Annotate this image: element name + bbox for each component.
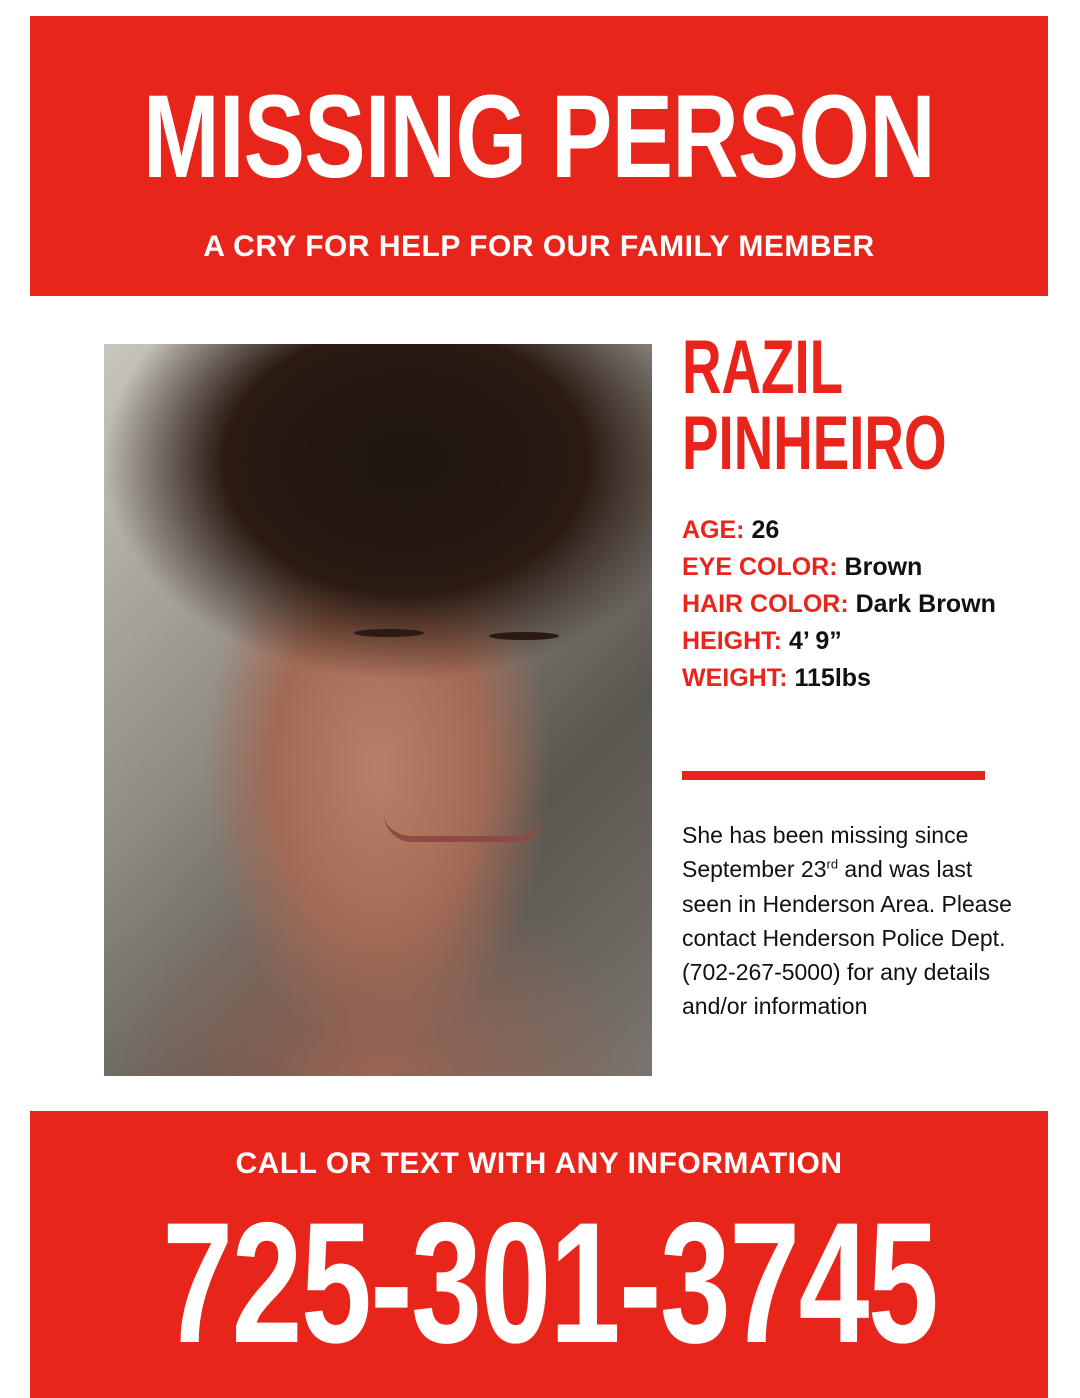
detail-label: HAIR COLOR: (682, 590, 849, 618)
detail-value: 26 (751, 516, 780, 544)
description-part2: and was last seen in Henderson Area. Please contact Henderson Police Dept. (702-267-5000) for any details and/or information (682, 856, 1012, 1020)
phone-number[interactable]: 725-301-3745 (162, 1187, 938, 1379)
person-name-line2: PINHEIRO (682, 401, 947, 486)
header-banner (30, 16, 1048, 296)
detail-label: WEIGHT: (682, 664, 788, 692)
description-part1: She has been missing since September 23 (682, 822, 969, 883)
detail-age (682, 512, 1002, 549)
detail-label: AGE: (682, 516, 745, 544)
person-photo (104, 344, 652, 1076)
person-name-line1: RAZIL (682, 325, 844, 410)
call-label: CALL OR TEXT WITH ANY INFORMATION (235, 1147, 843, 1180)
detail-label: HEIGHT: (682, 627, 782, 655)
detail-value: Dark Brown (855, 590, 996, 618)
footer-banner (30, 1111, 1048, 1398)
person-details (682, 512, 1002, 697)
detail-value: 4’ 9” (788, 627, 842, 655)
person-name (682, 325, 947, 486)
description (682, 818, 1012, 1024)
detail-height (682, 623, 1002, 660)
photo-left-eye (354, 629, 424, 637)
photo-mouth (384, 814, 544, 842)
subheadline: A CRY FOR HELP FOR OUR FAMILY MEMBER (203, 230, 875, 263)
divider (682, 771, 985, 780)
detail-hair-color (682, 586, 1002, 623)
headline: MISSING PERSON (142, 71, 935, 203)
detail-eye-color (682, 549, 1002, 586)
detail-value: Brown (844, 553, 923, 581)
description-superscript: rd (826, 856, 839, 872)
photo-right-eye (489, 632, 559, 640)
detail-value: 115lbs (794, 664, 871, 692)
detail-weight (682, 660, 1002, 697)
detail-label: EYE COLOR: (682, 553, 838, 581)
